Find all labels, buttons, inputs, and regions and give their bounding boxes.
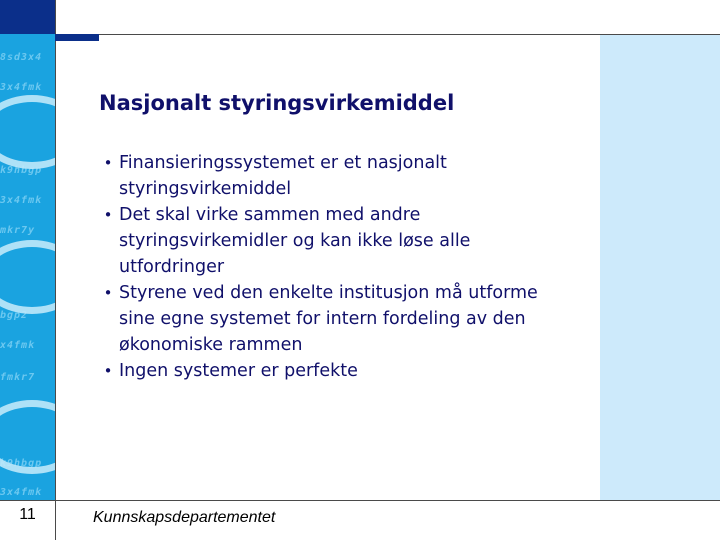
bullet-text: Styrene ved den enkelte institusjon må utforme sine egne systemet for intern fordeling av den økonomiske rammen <box>119 283 538 355</box>
bullet-item <box>97 150 577 202</box>
decorative-pattern: k9hbgp <box>0 458 43 469</box>
decorative-pattern: 3x4fmk <box>0 195 43 206</box>
bullet-text: Finansieringssystemet er et nasjonalt styringsvirkemiddel <box>119 153 447 199</box>
bullet-icon: • <box>103 206 113 224</box>
decorative-swirl <box>0 240 55 314</box>
bullet-item <box>97 280 577 358</box>
bullet-text: Det skal virke sammen med andre styringsvirkemidler og kan ikke løse alle utfordringer <box>119 205 471 277</box>
bottom-divider <box>0 500 720 501</box>
decorative-pattern: 3x4fmk <box>0 82 43 93</box>
decorative-pattern: k9hbgp <box>0 165 43 176</box>
bullet-icon: • <box>103 362 113 380</box>
decorative-pattern: bgp2 <box>0 310 29 321</box>
bullet-text: Ingen systemer er perfekte <box>119 361 358 381</box>
vertical-divider <box>55 0 56 540</box>
footer-organization: Kunnskapsdepartementet <box>93 509 276 526</box>
decorative-swirl <box>0 95 55 169</box>
bullet-list <box>97 150 577 384</box>
page-number: 11 <box>19 506 36 523</box>
bullet-icon: • <box>103 154 113 172</box>
decorative-side-strip <box>0 0 55 500</box>
right-side-panel <box>600 35 720 500</box>
top-accent-bar <box>55 34 99 41</box>
decorative-pattern: 8sd3x4 <box>0 52 43 63</box>
bullet-icon: • <box>103 284 113 302</box>
bullet-item <box>97 202 577 280</box>
decorative-pattern: mkr7y <box>0 225 36 236</box>
slide-title: Nasjonalt styringsvirkemiddel <box>99 91 455 115</box>
decorative-pattern: x4fmk <box>0 340 36 351</box>
bullet-item <box>97 358 577 384</box>
corner-block <box>0 0 55 34</box>
decorative-pattern: fmkr7 <box>0 372 36 383</box>
decorative-pattern: 3x4fmk <box>0 487 43 498</box>
decorative-swirl <box>0 400 55 474</box>
